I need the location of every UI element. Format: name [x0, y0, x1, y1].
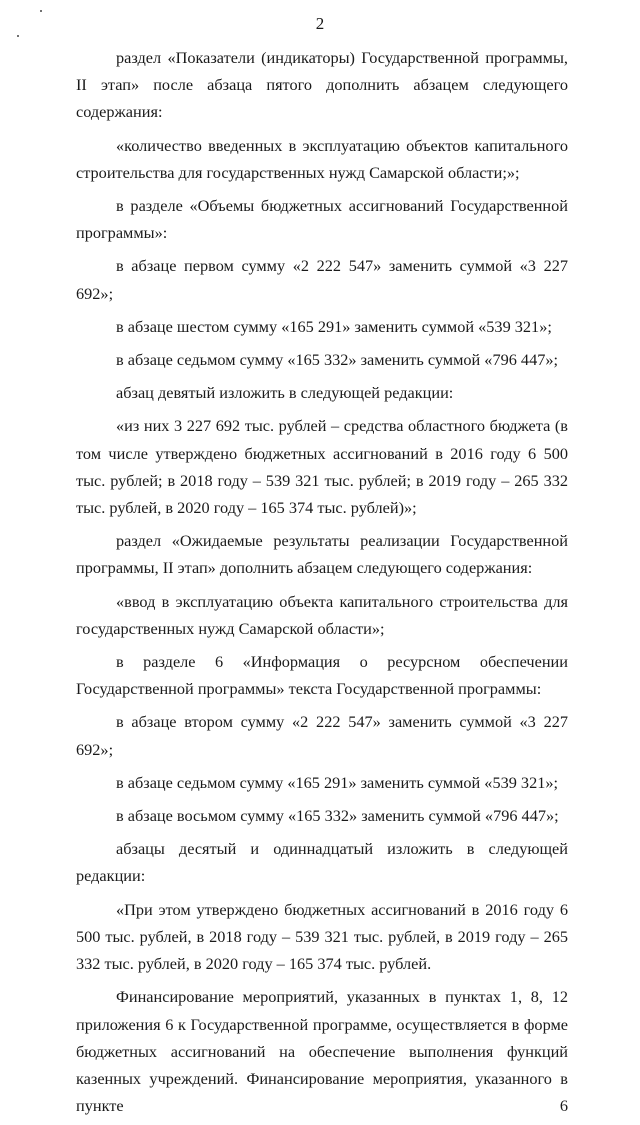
paragraph: «из них 3 227 692 тыс. рублей – средства областного бюджета (в том числе утверждено бюджетных ассигнований в 2016 году 6 500 тыс. рублей; в 2018 году – 539 321 тыс. рублей; в 2019 году – 265 332 тыс. рублей, в 2020 году – 165 374 тыс. рублей)»; [76, 416, 568, 518]
paragraph: в абзаце шестом сумму «165 291» заменить суммой «539 321»; [116, 316, 552, 336]
page-number: 2 [315, 14, 325, 33]
paragraph: «При этом утверждено бюджетных ассигнований в 2016 году 6 500 тыс. рублей, в 2018 году – 539 321 тыс. рублей, в 2019 году – 265 332 тыс. рублей, в 2020 году – 165 374 тыс. рублей. [76, 899, 568, 974]
paragraph: в абзаце седьмом сумму «165 332» заменить суммой «796 447»; [116, 350, 559, 370]
paragraph: в абзаце восьмом сумму «165 332» заменить суммой «796 447»; [116, 806, 559, 826]
document-body [76, 44, 568, 1125]
paragraph: «количество введенных в эксплуатацию объектов капитального строительства для государственных нужд Самарской области;»; [76, 135, 568, 182]
paragraph: в разделе «Объемы бюджетных ассигнований Государственной программы»: [76, 196, 568, 243]
paragraph: Финансирование мероприятий, указанных в пунктах 1, 8, 12 приложения 6 к Государственной программе, осуществляется в форме бюджетных ассигнований на обеспечение выполнения функций казенных учреждений. Финансирование мероприятия, указанного в пункте 6 [76, 987, 568, 1116]
paragraph: абзац девятый изложить в следующей редакции: [116, 383, 454, 403]
paragraph: раздел «Показатели (индикаторы) Государственной программы, II этап» после абзаца пятого дополнить абзацем следующего содержания: [76, 48, 568, 122]
paragraph: в абзаце седьмом сумму «165 291» заменить суммой «539 321»; [116, 772, 559, 792]
paragraph: в разделе 6 «Информация о ресурсном обеспечении Государственной программы» текста Государственной программы: [76, 652, 568, 699]
paragraph: в абзаце первом сумму «2 222 547» заменить суммой «3 227 692»; [76, 256, 568, 303]
paragraph: «ввод в эксплуатацию объекта капитального строительства для государственных нужд Самарской области»; [76, 591, 568, 638]
paragraph: раздел «Ожидаемые результаты реализации Государственной программы, II этап» дополнить абзацем следующего содержания: [76, 531, 568, 578]
paragraph: абзацы десятый и одиннадцатый изложить в следующей редакции: [76, 839, 568, 886]
paragraph: в абзаце втором сумму «2 222 547» заменить суммой «3 227 692»; [76, 712, 568, 759]
